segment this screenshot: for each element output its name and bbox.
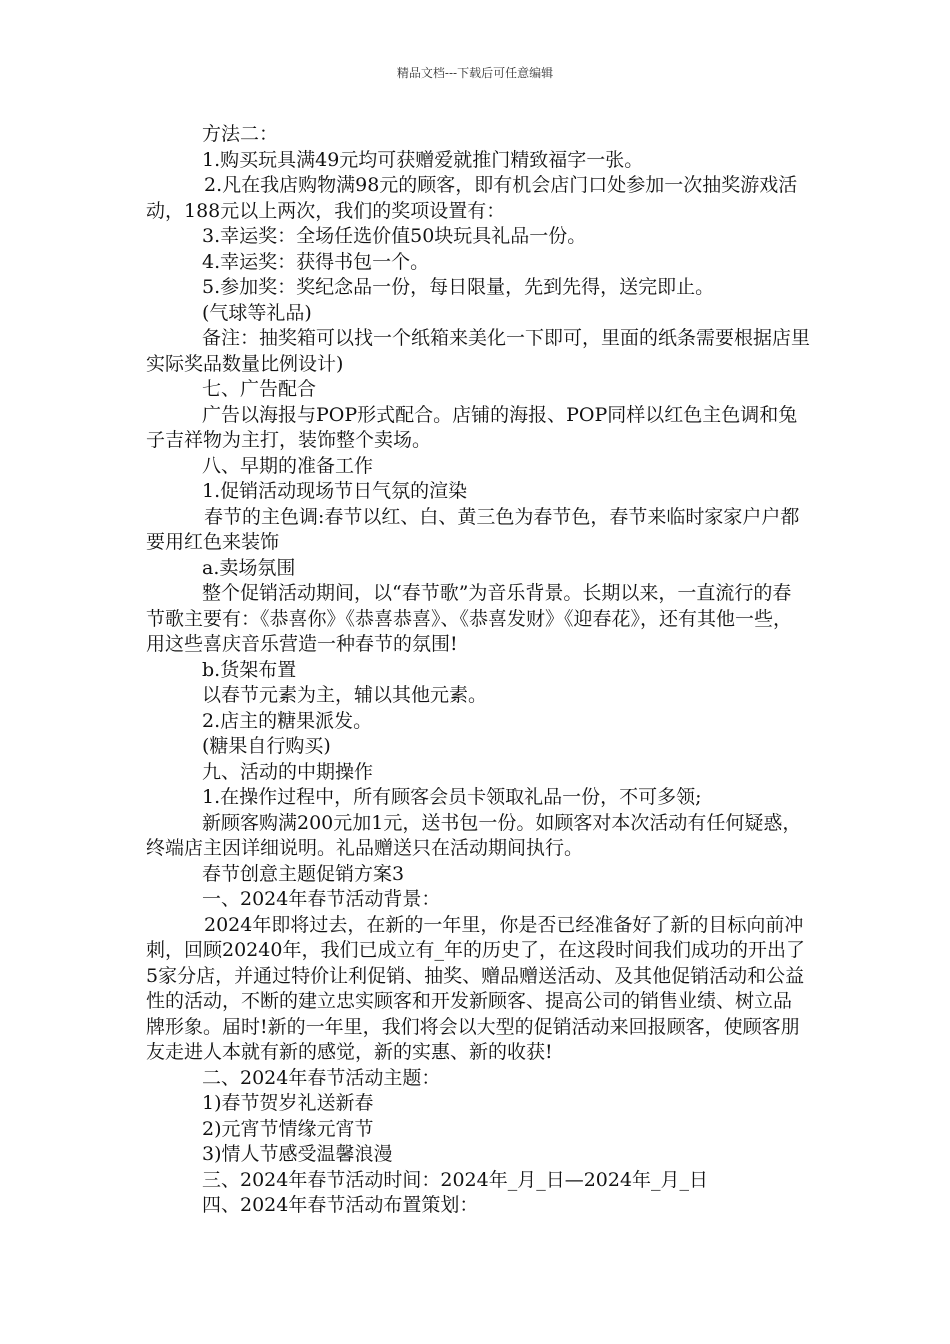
paragraph-remark: 备注：抽奖箱可以找一个纸箱来美化一下即可，里面的纸条需要根据店里实际奖品数量比例设计) — [146, 327, 811, 375]
section-heading-9: 九、活动的中期操作 — [202, 760, 374, 783]
paragraph-background: 2024年即将过去，在新的一年里，你是否已经准备好了新的目标向前冲刺，回顾20240年，我们已成立有_年的历史了，在这段时间我们成功的开出了5家分店，并通过特价让利促销、抽奖、赠品赠送活动、及其他促销活动和公益性的活动，不断的建立忠实顾客和开发新顾客、提高公司的销售业绩、树立品牌形象。届时!新的一年里，我们将会以大型的促销活动来回报顾客，使顾客朋友走进人本就有新的感觉，新的实惠、新的收获! — [146, 913, 805, 1063]
paragraph-item-1: 1.购买玩具满49元均可获赠爱就推门精致福字一张。 — [202, 148, 644, 171]
paragraph-operation: 1.在操作过程中，所有顾客会员卡领取礼品一份，不可多领; — [202, 786, 702, 808]
paragraph-gift-note: (气球等礼品) — [202, 301, 312, 324]
paragraph-new-customer: 新顾客购满200元加1元，送书包一份。如顾客对本次活动有任何疑惑，终端店主因详细说明。礼品赠送只在活动期间执行。 — [146, 811, 802, 859]
paragraph-elements: 以春节元素为主，辅以其他元素。 — [202, 684, 488, 706]
paragraph-item-2: 2.凡在我店购物满98元的顾客，即有机会店门口处参加一次抽奖游戏活动，188元以上两次，我们的奖项设置有： — [146, 174, 798, 222]
section-heading-8: 八、早期的准备工作 — [202, 454, 374, 477]
document-body — [146, 122, 810, 1219]
paragraph-item-5: 5.参加奖：奖纪念品一份，每日限量，先到先得，送完即止。 — [202, 276, 715, 298]
paragraph-shelf-layout: b.货架布置 — [202, 658, 297, 681]
paragraph-candy: 2.店主的糖果派发。 — [202, 709, 373, 732]
section-heading-time: 三、2024年春节活动时间：2024年_月_日—2024年_月_日 — [202, 1168, 709, 1191]
page-header: 精品文档---下载后可任意编辑 — [396, 66, 554, 80]
paragraph-plan-3-title: 春节创意主题促销方案3 — [202, 862, 405, 885]
paragraph-theme-1: 1)春节贺岁礼送新春 — [202, 1092, 374, 1114]
paragraph-atmosphere: 1.促销活动现场节日气氛的渲染 — [202, 480, 468, 502]
section-heading-theme: 二、2024年春节活动主题： — [202, 1066, 441, 1089]
paragraph-theme-2: 2)元宵节情缘元宵节 — [202, 1117, 374, 1140]
section-heading-layout: 四、2024年春节活动布置策划： — [202, 1194, 479, 1216]
paragraph-theme-3: 3)情人节感受温馨浪漫 — [202, 1143, 393, 1165]
paragraph-store-atmosphere: a.卖场氛围 — [202, 556, 296, 579]
paragraph-item-4: 4.幸运奖：获得书包一个。 — [202, 250, 430, 273]
section-heading-7: 七、广告配合 — [202, 378, 317, 400]
paragraph-method-two: 方法二： — [202, 123, 279, 145]
paragraph-advertising: 广告以海报与POP形式配合。店铺的海报、POP同样以红色主色调和兔子吉祥物为主打，装饰整个卖场。 — [146, 403, 798, 451]
paragraph-main-color: 春节的主色调:春节以红、白、黄三色为春节色，春节来临时家家户户都要用红色来装饰 — [146, 505, 800, 553]
paragraph-item-3: 3.幸运奖：全场任选价值50块玩具礼品一份。 — [202, 225, 587, 247]
paragraph-music: 整个促销活动期间，以“春节歌”为音乐背景。长期以来，一直流行的春节歌主要有：《恭喜你》《恭喜恭喜》、《恭喜发财》《迎春花》，还有其他一些，用这些喜庆音乐营造一种春节的氛围! — [146, 582, 793, 655]
section-heading-background: 一、2024年春节活动背景： — [202, 888, 441, 910]
paragraph-candy-note: (糖果自行购买) — [202, 735, 331, 757]
